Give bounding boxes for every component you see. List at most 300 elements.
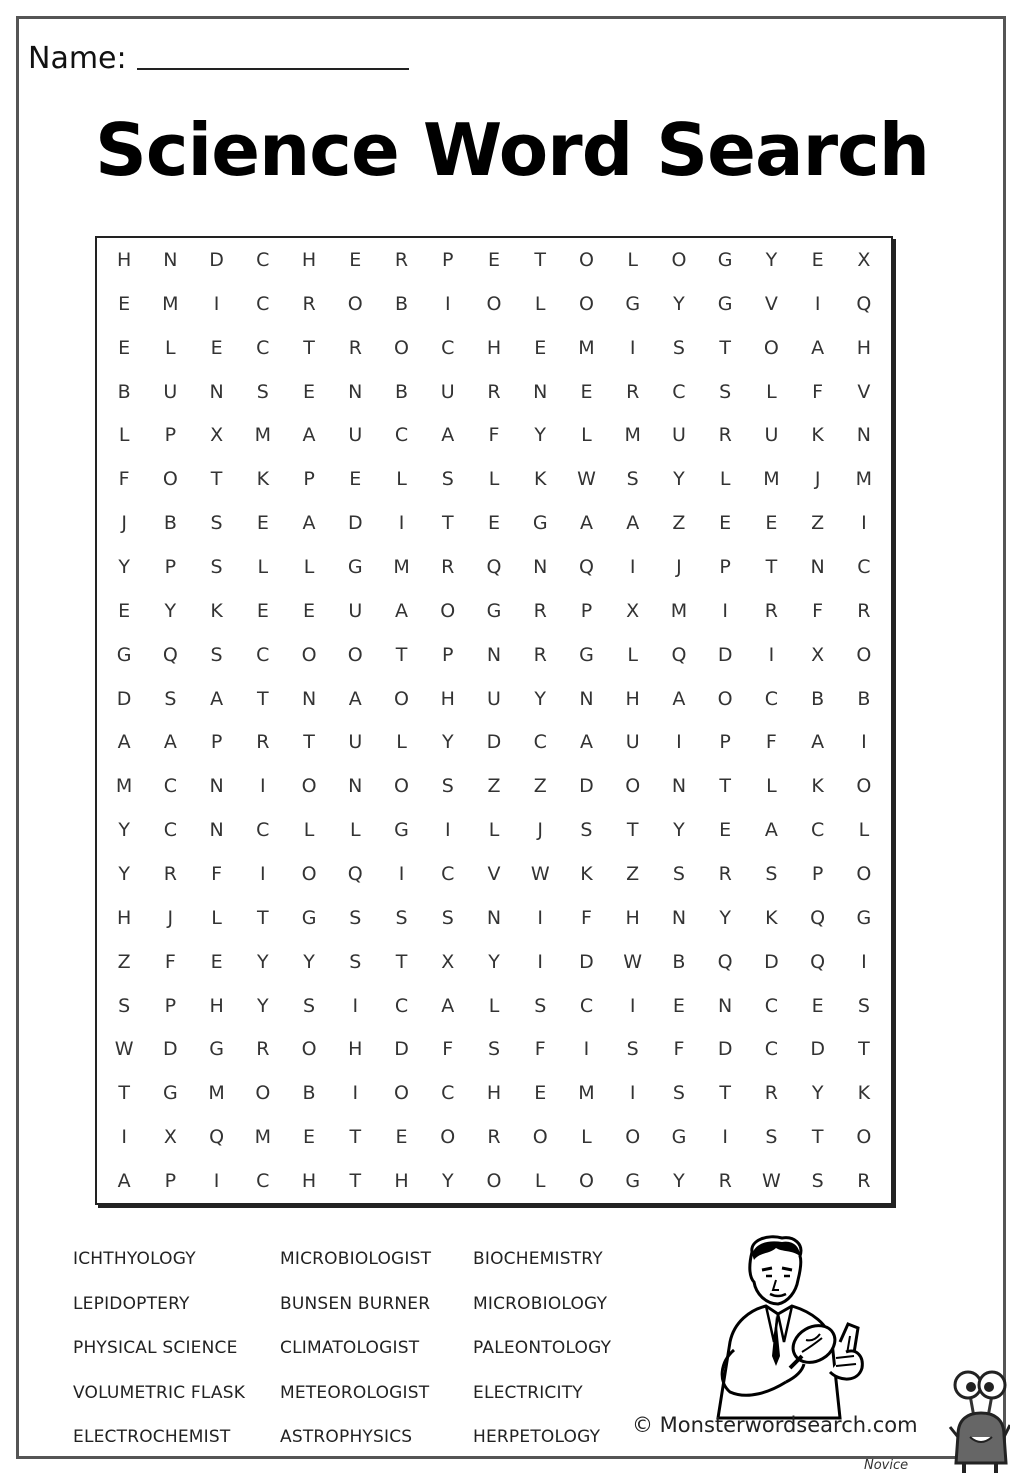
grid-letter[interactable]: I [398, 512, 405, 535]
grid-letter[interactable]: Z [626, 863, 640, 886]
grid-letter[interactable]: R [441, 555, 455, 578]
grid-letter[interactable]: B [117, 380, 131, 403]
grid-letter[interactable]: L [627, 248, 638, 271]
grid-letter[interactable]: P [580, 599, 593, 622]
grid-letter[interactable]: E [487, 248, 500, 271]
grid-letter[interactable]: G [625, 292, 641, 315]
grid-letter[interactable]: O [394, 336, 409, 359]
grid-letter[interactable]: D [810, 1038, 825, 1061]
grid-letter[interactable]: N [209, 380, 224, 403]
grid-letter[interactable]: U [671, 424, 686, 447]
grid-letter[interactable]: O [301, 863, 317, 886]
grid-letter[interactable]: L [534, 1170, 546, 1193]
grid-letter[interactable]: E [672, 994, 685, 1017]
grid-letter[interactable]: D [163, 1038, 178, 1061]
grid-letter[interactable]: E [303, 599, 316, 622]
grid-letter[interactable]: S [210, 512, 223, 535]
grid-letter[interactable]: M [208, 1082, 225, 1105]
grid-letter[interactable]: A [764, 819, 778, 842]
grid-letter[interactable]: C [810, 819, 825, 842]
grid-letter[interactable]: S [256, 380, 269, 403]
grid-letter[interactable]: S [210, 643, 223, 666]
grid-letter[interactable]: S [765, 1126, 778, 1149]
grid-letter[interactable]: Q [347, 863, 363, 886]
grid-letter[interactable]: F [673, 1038, 685, 1061]
grid-letter[interactable]: O [486, 1170, 502, 1193]
grid-letter[interactable]: G [532, 512, 548, 535]
grid-letter[interactable]: L [488, 994, 500, 1017]
grid-letter[interactable]: H [856, 336, 872, 359]
grid-letter[interactable]: A [626, 512, 640, 535]
grid-letter[interactable]: I [260, 775, 266, 798]
grid-letter[interactable]: I [861, 731, 867, 754]
grid-letter[interactable]: X [210, 424, 224, 447]
grid-letter[interactable]: O [532, 1126, 548, 1149]
grid-letter[interactable]: Y [673, 1170, 685, 1193]
grid-letter[interactable]: I [629, 336, 636, 359]
grid-letter[interactable]: I [213, 1170, 220, 1193]
grid-letter[interactable]: L [766, 775, 777, 798]
grid-letter[interactable]: F [488, 424, 500, 447]
grid-letter[interactable]: Z [117, 950, 131, 973]
grid-letter[interactable]: R [857, 599, 871, 622]
grid-letter[interactable]: Q [810, 906, 826, 929]
grid-letter[interactable]: R [718, 1170, 732, 1193]
grid-letter[interactable]: K [811, 424, 824, 447]
grid-letter[interactable]: A [579, 731, 593, 754]
grid-letter[interactable]: K [765, 906, 778, 929]
grid-letter[interactable]: T [626, 819, 639, 842]
grid-letter[interactable]: E [349, 248, 362, 271]
grid-letter[interactable]: S [626, 1038, 639, 1061]
grid-letter[interactable]: A [117, 731, 131, 754]
grid-letter[interactable]: T [210, 468, 223, 491]
grid-letter[interactable]: N [533, 555, 548, 578]
grid-letter[interactable]: G [486, 599, 502, 622]
grid-letter[interactable]: G [856, 906, 872, 929]
grid-letter[interactable]: C [256, 643, 270, 666]
grid-letter[interactable]: T [118, 1082, 130, 1105]
grid-letter[interactable]: R [348, 336, 362, 359]
grid-letter[interactable]: Y [534, 424, 547, 447]
grid-letter[interactable]: D [717, 643, 733, 666]
grid-letter[interactable]: I [444, 292, 451, 315]
grid-letter[interactable]: U [348, 424, 363, 447]
grid-letter[interactable]: N [209, 819, 224, 842]
grid-letter[interactable]: G [717, 248, 733, 271]
grid-letter[interactable]: I [121, 1126, 127, 1149]
grid-letter[interactable]: G [394, 819, 409, 842]
grid-letter[interactable]: G [301, 906, 317, 929]
grid-letter[interactable]: Q [578, 555, 594, 578]
grid-letter[interactable]: L [719, 468, 731, 491]
grid-letter[interactable]: F [812, 380, 824, 403]
grid-letter[interactable]: U [163, 380, 178, 403]
grid-letter[interactable]: R [163, 863, 177, 886]
grid-letter[interactable]: I [398, 863, 405, 886]
grid-letter[interactable]: S [441, 468, 454, 491]
grid-letter[interactable]: A [348, 687, 362, 710]
grid-letter[interactable]: T [303, 731, 315, 754]
grid-letter[interactable]: A [441, 424, 455, 447]
grid-letter[interactable]: Z [811, 512, 825, 535]
grid-letter[interactable]: L [627, 643, 638, 666]
grid-letter[interactable]: V [764, 292, 778, 315]
grid-letter[interactable]: T [395, 950, 408, 973]
grid-letter[interactable]: H [116, 906, 132, 929]
grid-letter[interactable]: N [301, 687, 317, 710]
grid-letter[interactable]: C [256, 336, 270, 359]
grid-letter[interactable]: O [717, 687, 733, 710]
grid-letter[interactable]: T [257, 906, 269, 929]
grid-letter[interactable]: G [209, 1038, 224, 1061]
grid-letter[interactable]: S [534, 994, 547, 1017]
grid-letter[interactable]: D [116, 687, 132, 710]
grid-letter[interactable]: R [718, 424, 732, 447]
grid-letter[interactable]: T [349, 1126, 362, 1149]
grid-letter[interactable]: R [256, 1038, 270, 1061]
grid-letter[interactable]: Y [488, 950, 500, 973]
grid-letter[interactable]: I [352, 994, 359, 1017]
grid-letter[interactable]: A [579, 512, 593, 535]
grid-letter[interactable]: M [578, 336, 595, 359]
grid-letter[interactable]: T [858, 1038, 870, 1061]
grid-letter[interactable]: L [858, 819, 870, 842]
grid-letter[interactable]: R [764, 599, 778, 622]
grid-letter[interactable]: X [626, 599, 640, 622]
grid-letter[interactable]: M [855, 468, 873, 491]
grid-letter[interactable]: C [163, 819, 177, 842]
grid-letter[interactable]: J [537, 819, 544, 842]
grid-letter[interactable]: Y [118, 819, 130, 842]
grid-letter[interactable]: N [671, 906, 687, 929]
grid-letter[interactable]: O [394, 1082, 409, 1105]
grid-letter[interactable]: S [441, 775, 454, 798]
grid-letter[interactable]: M [393, 555, 410, 578]
grid-letter[interactable]: A [811, 731, 825, 754]
grid-letter[interactable]: F [164, 950, 176, 973]
grid-letter[interactable]: D [209, 248, 224, 271]
grid-letter[interactable]: S [672, 863, 685, 886]
grid-letter[interactable]: B [163, 512, 177, 535]
grid-letter[interactable]: R [718, 863, 732, 886]
grid-letter[interactable]: G [579, 643, 594, 666]
grid-letter[interactable]: S [303, 994, 316, 1017]
grid-letter[interactable]: S [626, 468, 639, 491]
grid-letter[interactable]: L [534, 292, 546, 315]
grid-letter[interactable]: O [578, 248, 594, 271]
grid-letter[interactable]: F [442, 1038, 454, 1061]
grid-letter[interactable]: O [301, 775, 317, 798]
grid-letter[interactable]: O [301, 643, 317, 666]
grid-letter[interactable]: N [718, 994, 733, 1017]
grid-letter[interactable]: Q [671, 643, 687, 666]
grid-letter[interactable]: C [256, 1170, 270, 1193]
grid-letter[interactable]: O [162, 468, 178, 491]
grid-letter[interactable]: H [394, 1170, 409, 1193]
grid-letter[interactable]: E [118, 292, 131, 315]
grid-letter[interactable]: N [486, 906, 502, 929]
grid-letter[interactable]: N [810, 555, 825, 578]
grid-letter[interactable]: L [488, 468, 500, 491]
grid-letter[interactable]: K [580, 863, 593, 886]
name-line[interactable] [137, 68, 409, 70]
grid-letter[interactable]: O [625, 775, 641, 798]
grid-letter[interactable]: F [765, 731, 777, 754]
grid-letter[interactable]: Y [534, 687, 547, 710]
grid-letter[interactable]: G [162, 1082, 178, 1105]
grid-letter[interactable]: I [722, 1126, 728, 1149]
grid-letter[interactable]: T [395, 643, 408, 666]
grid-letter[interactable]: G [116, 643, 132, 666]
grid-letter[interactable]: H [486, 336, 502, 359]
grid-letter[interactable]: I [768, 643, 775, 666]
grid-letter[interactable]: A [395, 599, 409, 622]
grid-letter[interactable]: W [762, 1170, 781, 1193]
grid-letter[interactable]: I [814, 292, 821, 315]
grid-letter[interactable]: O [347, 643, 363, 666]
grid-letter[interactable]: Q [486, 555, 502, 578]
grid-letter[interactable]: E [719, 819, 732, 842]
grid-letter[interactable]: I [629, 1082, 636, 1105]
grid-letter[interactable]: P [164, 555, 177, 578]
grid-letter[interactable]: F [118, 468, 130, 491]
grid-letter[interactable]: B [395, 292, 409, 315]
grid-letter[interactable]: A [210, 687, 224, 710]
grid-letter[interactable]: C [533, 731, 547, 754]
grid-letter[interactable]: L [118, 424, 130, 447]
grid-letter[interactable]: P [164, 424, 177, 447]
grid-letter[interactable]: N [209, 775, 224, 798]
grid-letter[interactable]: O [394, 687, 409, 710]
grid-letter[interactable]: M [162, 292, 179, 315]
grid-letter[interactable]: A [441, 994, 455, 1017]
grid-letter[interactable]: A [163, 731, 177, 754]
grid-letter[interactable]: I [260, 863, 266, 886]
grid-letter[interactable]: C [764, 687, 779, 710]
grid-letter[interactable]: P [164, 994, 177, 1017]
grid-letter[interactable]: S [118, 994, 131, 1017]
grid-letter[interactable]: C [441, 336, 455, 359]
grid-letter[interactable]: D [579, 950, 594, 973]
grid-letter[interactable]: U [348, 731, 363, 754]
grid-letter[interactable]: O [255, 1082, 271, 1105]
grid-letter[interactable]: R [302, 292, 316, 315]
grid-letter[interactable]: Y [164, 599, 177, 622]
grid-letter[interactable]: E [210, 336, 223, 359]
grid-letter[interactable]: A [811, 336, 825, 359]
grid-letter[interactable]: J [167, 906, 174, 929]
grid-letter[interactable]: E [395, 1126, 408, 1149]
grid-letter[interactable]: H [116, 248, 132, 271]
grid-letter[interactable]: O [856, 643, 872, 666]
grid-letter[interactable]: N [579, 687, 594, 710]
grid-letter[interactable]: O [394, 775, 409, 798]
grid-letter[interactable]: W [577, 468, 596, 491]
grid-letter[interactable]: N [486, 643, 502, 666]
grid-letter[interactable]: N [533, 380, 548, 403]
grid-letter[interactable]: L [581, 424, 592, 447]
grid-letter[interactable]: S [349, 950, 362, 973]
grid-letter[interactable]: P [210, 731, 223, 754]
grid-letter[interactable]: I [629, 994, 636, 1017]
grid-letter[interactable]: D [347, 512, 363, 535]
grid-letter[interactable]: H [625, 687, 640, 710]
grid-letter[interactable]: S [349, 906, 362, 929]
grid-letter[interactable]: D [579, 775, 594, 798]
grid-letter[interactable]: R [256, 731, 270, 754]
grid-letter[interactable]: E [303, 380, 316, 403]
grid-letter[interactable]: R [487, 1126, 501, 1149]
grid-letter[interactable]: L [396, 731, 407, 754]
grid-letter[interactable]: Y [673, 292, 685, 315]
grid-letter[interactable]: W [530, 863, 550, 886]
grid-letter[interactable]: T [349, 1170, 362, 1193]
grid-letter[interactable]: Y [765, 248, 778, 271]
grid-letter[interactable]: M [254, 1126, 272, 1149]
grid-letter[interactable]: F [580, 906, 592, 929]
grid-letter[interactable]: S [210, 555, 223, 578]
grid-letter[interactable]: Y [257, 994, 269, 1017]
grid-letter[interactable]: S [395, 906, 408, 929]
grid-letter[interactable]: H [209, 994, 224, 1017]
grid-letter[interactable]: P [303, 468, 315, 491]
grid-letter[interactable]: X [857, 248, 871, 271]
grid-letter[interactable]: I [629, 555, 636, 578]
grid-letter[interactable]: O [440, 599, 456, 622]
grid-letter[interactable]: E [811, 248, 824, 271]
grid-letter[interactable]: B [395, 380, 409, 403]
grid-letter[interactable]: E [349, 468, 362, 491]
grid-letter[interactable]: I [537, 906, 544, 929]
grid-letter[interactable]: T [441, 512, 454, 535]
grid-letter[interactable]: L [303, 555, 315, 578]
grid-letter[interactable]: E [118, 599, 131, 622]
grid-letter[interactable]: S [164, 687, 177, 710]
grid-letter[interactable]: T [719, 336, 731, 359]
grid-letter[interactable]: K [857, 1082, 871, 1105]
grid-letter[interactable]: L [766, 380, 777, 403]
grid-letter[interactable]: I [861, 950, 867, 973]
grid-letter[interactable]: U [440, 380, 455, 403]
grid-letter[interactable]: Y [673, 819, 685, 842]
grid-letter[interactable]: G [347, 555, 363, 578]
grid-letter[interactable]: C [163, 775, 177, 798]
grid-letter[interactable]: E [765, 512, 778, 535]
grid-letter[interactable]: F [812, 599, 824, 622]
grid-letter[interactable]: O [578, 292, 594, 315]
grid-letter[interactable]: Y [441, 1170, 454, 1193]
grid-letter[interactable]: E [811, 994, 824, 1017]
grid-letter[interactable]: F [211, 863, 223, 886]
grid-letter[interactable]: L [165, 336, 176, 359]
grid-letter[interactable]: B [302, 1082, 316, 1105]
grid-letter[interactable]: X [441, 950, 455, 973]
grid-letter[interactable]: P [811, 863, 824, 886]
grid-letter[interactable]: I [722, 599, 728, 622]
grid-letter[interactable]: O [856, 775, 872, 798]
grid-letter[interactable]: J [676, 555, 682, 578]
grid-letter[interactable]: M [763, 468, 780, 491]
grid-letter[interactable]: I [676, 731, 682, 754]
grid-letter[interactable]: T [534, 248, 547, 271]
grid-letter[interactable]: S [441, 906, 454, 929]
grid-letter[interactable]: P [719, 555, 731, 578]
grid-letter[interactable]: Y [441, 731, 454, 754]
grid-letter[interactable]: U [764, 424, 779, 447]
grid-letter[interactable]: N [856, 424, 871, 447]
grid-letter[interactable]: O [347, 292, 363, 315]
grid-letter[interactable]: I [352, 1082, 359, 1105]
grid-letter[interactable]: Q [162, 643, 178, 666]
grid-letter[interactable]: O [625, 1126, 641, 1149]
grid-letter[interactable]: X [811, 643, 825, 666]
grid-letter[interactable]: T [303, 336, 315, 359]
grid-letter[interactable]: C [764, 994, 779, 1017]
grid-letter[interactable]: E [256, 599, 269, 622]
grid-letter[interactable]: T [765, 555, 778, 578]
grid-letter[interactable]: S [719, 380, 732, 403]
grid-letter[interactable]: S [811, 1170, 824, 1193]
grid-letter[interactable]: V [857, 380, 871, 403]
grid-letter[interactable]: H [440, 687, 455, 710]
grid-letter[interactable]: G [671, 1126, 687, 1149]
grid-letter[interactable]: N [348, 775, 363, 798]
grid-letter[interactable]: O [856, 1126, 872, 1149]
grid-letter[interactable]: L [303, 819, 315, 842]
grid-letter[interactable]: L [396, 468, 407, 491]
grid-letter[interactable]: R [626, 380, 640, 403]
grid-letter[interactable]: M [578, 1082, 595, 1105]
grid-letter[interactable]: Y [303, 950, 315, 973]
grid-letter[interactable]: W [623, 950, 643, 973]
grid-letter[interactable]: R [487, 380, 501, 403]
grid-letter[interactable]: C [672, 380, 686, 403]
grid-letter[interactable]: Y [118, 555, 130, 578]
grid-letter[interactable]: S [580, 819, 593, 842]
grid-letter[interactable]: W [114, 1038, 134, 1061]
grid-letter[interactable]: R [533, 643, 547, 666]
grid-letter[interactable]: T [719, 1082, 731, 1105]
grid-letter[interactable]: E [580, 380, 593, 403]
grid-letter[interactable]: H [301, 1170, 317, 1193]
grid-letter[interactable]: Q [717, 950, 733, 973]
grid-letter[interactable]: F [534, 1038, 546, 1061]
grid-letter[interactable]: D [394, 1038, 409, 1061]
grid-letter[interactable]: Q [856, 292, 872, 315]
grid-letter[interactable]: Y [118, 863, 130, 886]
grid-letter[interactable]: P [442, 248, 454, 271]
grid-letter[interactable]: S [487, 1038, 501, 1061]
grid-letter[interactable]: K [210, 599, 223, 622]
grid-letter[interactable]: H [625, 906, 640, 929]
grid-letter[interactable]: K [256, 468, 270, 491]
grid-letter[interactable]: U [348, 599, 363, 622]
grid-letter[interactable]: S [857, 994, 870, 1017]
grid-letter[interactable]: M [115, 775, 133, 798]
grid-letter[interactable]: B [811, 687, 825, 710]
grid-letter[interactable]: L [257, 555, 269, 578]
grid-letter[interactable]: O [486, 292, 502, 315]
grid-letter[interactable]: Q [209, 1126, 225, 1149]
grid-letter[interactable]: P [164, 1170, 177, 1193]
grid-letter[interactable]: K [811, 775, 824, 798]
grid-letter[interactable]: E [487, 512, 500, 535]
grid-letter[interactable]: A [302, 512, 316, 535]
grid-letter[interactable]: A [302, 424, 316, 447]
grid-letter[interactable]: E [303, 1126, 316, 1149]
grid-letter[interactable]: H [486, 1082, 502, 1105]
